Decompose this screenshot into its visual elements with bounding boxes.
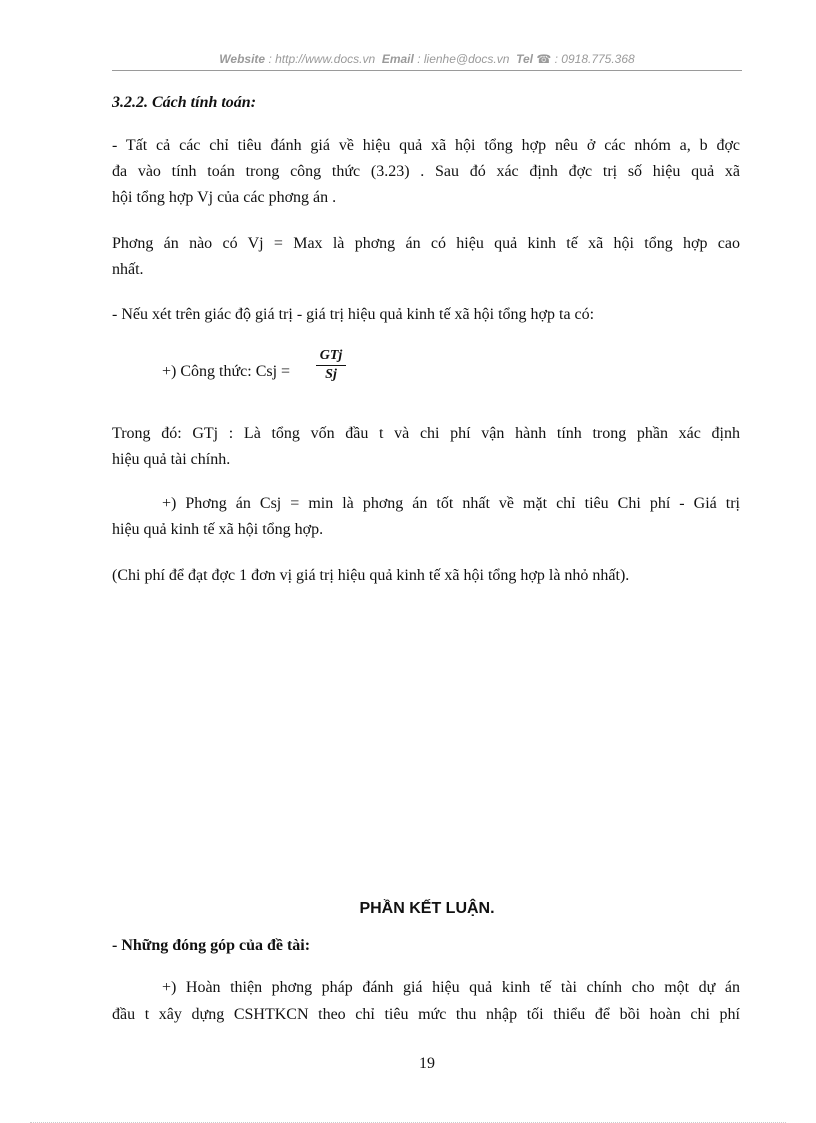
- website-label: Website: [219, 52, 266, 66]
- formula-fraction: [316, 347, 346, 384]
- website-value: : http://www.docs.vn: [268, 52, 376, 66]
- paragraph-line: hội tổng hợp Vj của các phơng án .: [112, 189, 337, 206]
- paragraph-line: Trong đó: GTj : Là tổng vốn đầu t và chi phí vận hành tính trong phần xác định: [112, 425, 740, 442]
- email-value: : lienhe@docs.vn: [417, 52, 510, 66]
- paragraph-line: - Tất cả các chỉ tiêu đánh giá về hiệu quả xã hội tổng hợp nêu ở các nhóm a, b đợc: [112, 137, 740, 154]
- page-number: 19: [419, 1055, 435, 1072]
- part-title: PHẦN KẾT LUẬN.: [359, 900, 495, 917]
- paragraph-line: (Chi phí để đạt đợc 1 đơn vị giá trị hiệu quả kinh tế xã hội tổng hợp là nhỏ nhất).: [112, 567, 630, 584]
- header-divider: [112, 70, 742, 71]
- paragraph-line: hiệu quả kinh tế xã hội tổng hợp.: [112, 521, 324, 538]
- paragraph-line: đầu t xây dựng CSHTKCN theo chỉ tiêu mức thu nhập tối thiểu để bồi hoàn chi phí: [112, 1006, 740, 1023]
- formula-denominator: Sj: [325, 367, 337, 382]
- email-label: Email: [381, 52, 414, 66]
- paragraph-line: Phơng án nào có Vj = Max là phơng án có hiệu quả kinh tế xã hội tổng hợp cao: [112, 235, 740, 252]
- paragraph-line: đa vào tính toán trong công thức (3.23) . Sau đó xác định đợc trị số hiệu quả xã: [112, 163, 740, 180]
- page-header: [112, 52, 742, 66]
- tel-label: Tel: [516, 52, 533, 66]
- conclusion-subheading: - Những đóng góp của đề tài:: [112, 937, 311, 954]
- formula-numerator: GTj: [319, 348, 343, 363]
- paragraph-line: - Nếu xét trên giác độ giá trị - giá trị hiệu quả kinh tế xã hội tổng hợp ta có:: [112, 306, 595, 323]
- paragraph-line: nhất.: [112, 261, 144, 278]
- formula-label: +) Công thức: Csj =: [162, 363, 291, 380]
- paragraph-line: +) Hoàn thiện phơng pháp đánh giá hiệu quả kinh tế tài chính cho một dự án: [162, 979, 740, 996]
- paragraph-line: hiệu quả tài chính.: [112, 451, 231, 468]
- paragraph-line: +) Phơng án Csj = min là phơng án tốt nhất về mặt chỉ tiêu Chi phí - Giá trị: [162, 495, 740, 512]
- tel-value: ☎ : 0918.775.368: [536, 52, 635, 66]
- section-heading: 3.2.2. Cách tính toán:: [112, 94, 257, 111]
